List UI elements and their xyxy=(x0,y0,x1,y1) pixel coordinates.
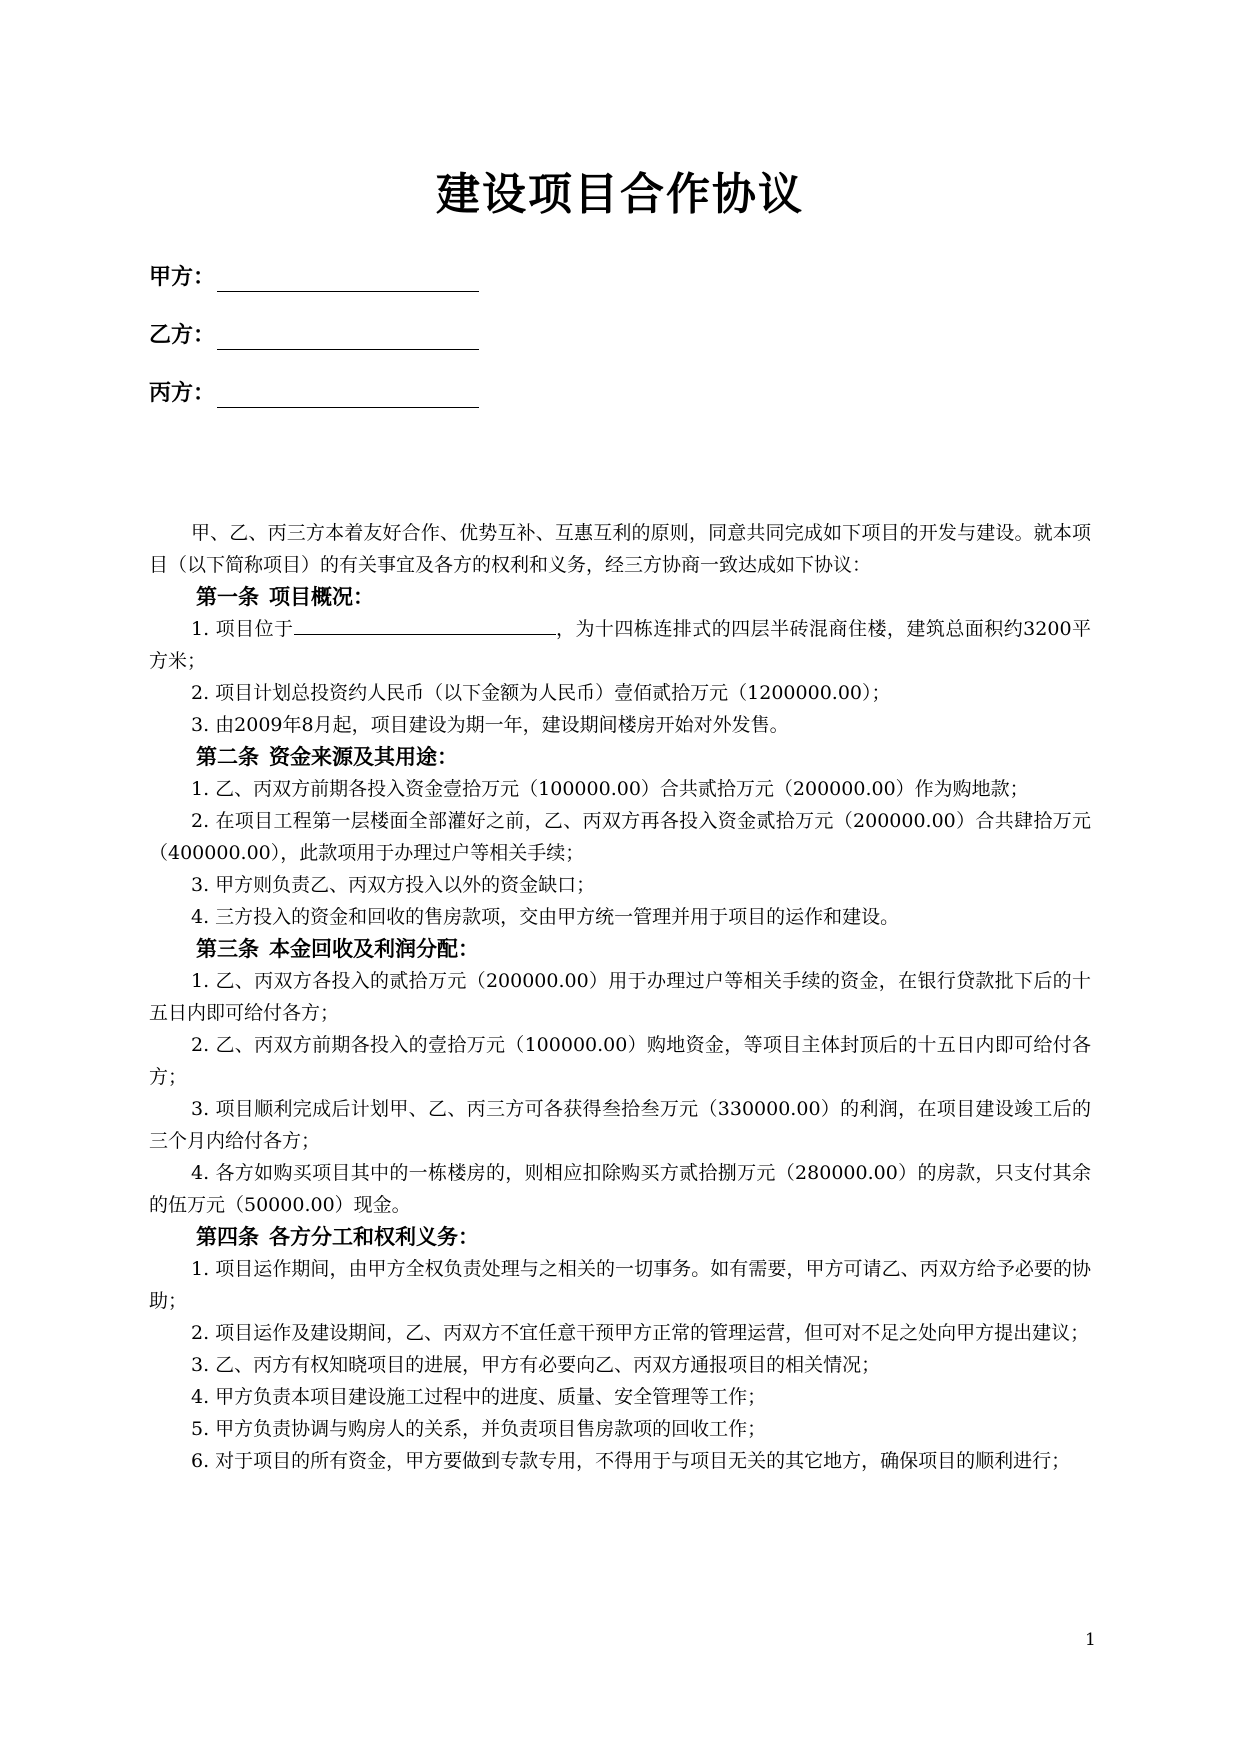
section-1-item-3: 3. 由2009年8月起，项目建设为期一年，建设期间楼房开始对外发售。 xyxy=(191,714,789,736)
item-text: 1. 项目位于 xyxy=(191,618,294,640)
location-blank xyxy=(294,614,556,635)
intro-paragraph: 甲、乙、丙三方本着友好合作、优势互补、互惠互利的原则，同意共同完成如下项目的开发与建设。就本项目（以下简称项目）的有关事宜及各方的权利和义务，经三方协商一致达成如下协议： xyxy=(149,522,1091,576)
section-4-number: 第四条 xyxy=(196,1224,259,1249)
party-b-line xyxy=(149,320,479,350)
section-4-heading xyxy=(149,1221,1091,1253)
section-3-item-1: 1. 乙、丙双方各投入的贰拾万元（200000.00）用于办理过户等相关手续的资金，在银行贷款批下后的十五日内即可给付各方； xyxy=(149,970,1091,1024)
party-b-blank xyxy=(217,325,479,350)
section-2-number: 第二条 xyxy=(196,744,259,769)
section-4-item-3: 3. 乙、丙方有权知晓项目的进展，甲方有必要向乙、丙双方通报项目的相关情况； xyxy=(191,1354,881,1376)
agreement-body xyxy=(149,517,1091,1477)
party-c-label: 丙方： xyxy=(149,380,216,406)
section-3-title: 本金回收及利润分配： xyxy=(269,936,479,961)
page-number: 1 xyxy=(1085,1630,1096,1650)
section-2-item-4: 4. 三方投入的资金和回收的售房款项，交由甲方统一管理并用于项目的运作和建设。 xyxy=(191,906,900,928)
party-a-blank xyxy=(217,267,479,292)
section-2-item-3: 3. 甲方则负责乙、丙双方投入以外的资金缺口； xyxy=(191,874,596,896)
section-4-title: 各方分工和权利义务： xyxy=(269,1224,479,1249)
section-4-item-1: 1. 项目运作期间，由甲方全权负责处理与之相关的一切事务。如有需要，甲方可请乙、丙双方给予必要的协助； xyxy=(149,1258,1091,1312)
section-4-item-6: 6. 对于项目的所有资金，甲方要做到专款专用，不得用于与项目无关的其它地方，确保项目的顺利进行； xyxy=(191,1450,1071,1472)
section-3-item-3: 3. 项目顺利完成后计划甲、乙、丙三方可各获得叁拾叁万元（330000.00）的利润，在项目建设竣工后的三个月内给付各方； xyxy=(149,1098,1091,1152)
party-a-label: 甲方： xyxy=(149,264,216,290)
section-3-number: 第三条 xyxy=(196,936,259,961)
section-4-item-5: 5. 甲方负责协调与购房人的关系，并负责项目售房款项的回收工作； xyxy=(191,1418,767,1440)
section-1-item-2: 2. 项目计划总投资约人民币（以下金额为人民币）壹佰贰拾万元（1200000.00）； xyxy=(191,682,891,704)
section-2-item-1: 1. 乙、丙双方前期各投入资金壹拾万元（100000.00）合共贰拾万元（200000.00）作为购地款； xyxy=(191,778,1029,800)
section-1-title: 项目概况： xyxy=(269,584,374,609)
party-b-label: 乙方： xyxy=(149,322,216,348)
party-c-line xyxy=(149,378,479,408)
section-4-item-4: 4. 甲方负责本项目建设施工过程中的进度、质量、安全管理等工作； xyxy=(191,1386,767,1408)
section-3-item-4: 4. 各方如购买项目其中的一栋楼房的，则相应扣除购买方贰拾捌万元（280000.00）的房款，只支付其余的伍万元（50000.00）现金。 xyxy=(149,1162,1091,1216)
section-2-title: 资金来源及其用途： xyxy=(269,744,458,769)
section-1-number: 第一条 xyxy=(196,584,259,609)
document-title: 建设项目合作协议 xyxy=(436,169,804,220)
section-3-item-2: 2. 乙、丙双方前期各投入的壹拾万元（100000.00）购地资金，等项目主体封顶后的十五日内即可给付各方； xyxy=(149,1034,1091,1088)
party-c-blank xyxy=(217,383,479,408)
section-2-heading xyxy=(149,741,1091,773)
item-text: ，为十四栋连排式的四层半砖混商住楼，建筑总面积约3200平方米； xyxy=(149,618,1092,672)
party-a-line xyxy=(149,262,479,292)
section-3-heading xyxy=(149,933,1091,965)
section-1-item-1 xyxy=(149,613,1091,677)
section-1-heading xyxy=(149,581,1091,613)
section-4-item-2: 2. 项目运作及建设期间，乙、丙双方不宜任意干预甲方正常的管理运营，但可对不足之处向甲方提出建议； xyxy=(191,1322,1090,1344)
section-2-item-2: 2. 在项目工程第一层楼面全部灌好之前，乙、丙双方再各投入资金贰拾万元（200000.00）合共肆拾万元（400000.00），此款项用于办理过户等相关手续； xyxy=(149,810,1091,864)
